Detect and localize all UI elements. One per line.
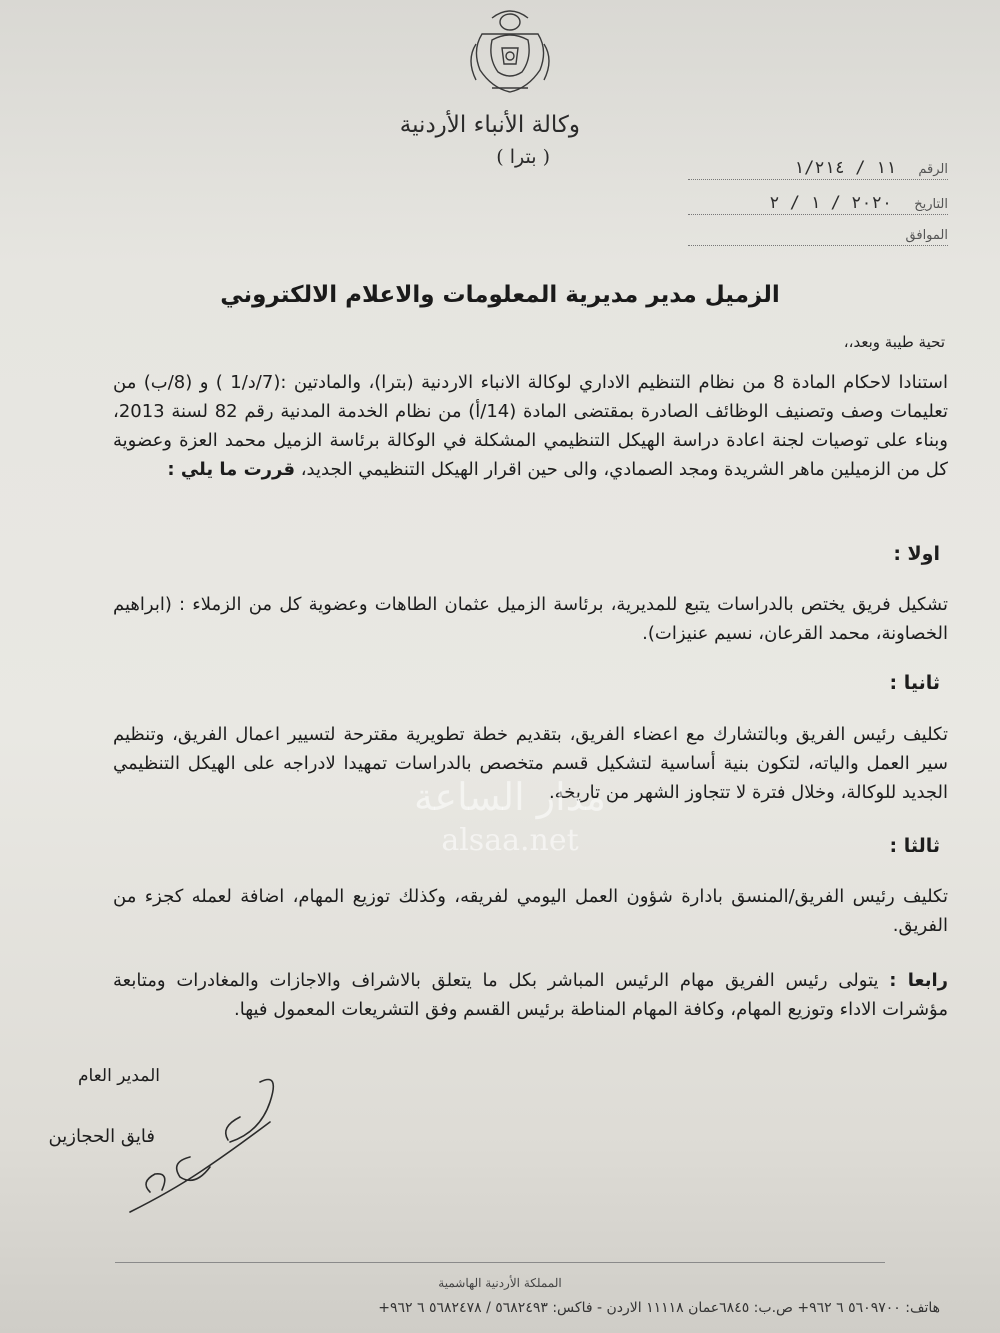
agency-abbreviation: ( بترا )	[496, 146, 550, 168]
hijri-date-label: الموافق	[905, 228, 948, 243]
section-3-text: تكليف رئيس الفريق/المنسق بادارة شؤون العمل اليومي لفريقه، وكذلك توزيع المهام، اضافة لعمله كجزء من الفريق.	[113, 886, 948, 936]
footer-contact: هاتف: ٥٦٠٩٧٠٠ ٦ ٩٦٢+ ص.ب: ٦٨٤٥عمان ١١١١٨ الاردن - فاكس: ٥٦٨٢٤٩٣ / ٥٦٨٢٤٧٨ ٦ ٩٦٢+	[378, 1300, 940, 1316]
intro-paragraph	[113, 368, 948, 484]
greeting: تحية طيبة وبعد،،	[843, 333, 945, 351]
section-2-text: تكليف رئيس الفريق وبالتشارك مع اعضاء الفريق، بتقديم خطة تطويرية مقترحة لتسيير اعمال الفريق، وتنظيم سير العمل والياته، لتكون بنية أساسية لتشكيل قسم متخصص بالدراسات تمهيدا لادراجه على الهيكل التنظيمي الجديد للوكالة، وخلال فترة لا تتجاوز الشهر من تاريخه.	[113, 724, 948, 803]
hijri-date-underline	[688, 245, 948, 246]
signatory-title: المدير العام	[78, 1066, 160, 1086]
coat-of-arms-emblem	[462, 0, 558, 98]
handwritten-signature	[110, 1062, 310, 1222]
date-underline	[688, 214, 948, 215]
footer-divider	[115, 1262, 885, 1263]
section-4-text: يتولى رئيس الفريق مهام الرئيس المباشر بكل ما يتعلق بالاشراف والاجازات والمغادرات ومتابعة مؤشرات الاداء وتوزيع المهام، وكافة المهام المناطة برئيس القسم وفق التشريعات المعمول فيها.	[113, 970, 948, 1020]
footer-country: المملكة الأردنية الهاشمية	[438, 1276, 562, 1290]
date-row	[688, 193, 948, 213]
date-value: ٢٠٢٠ / ١ / ٢	[769, 193, 893, 213]
watermark-arabic: مدار الساعة	[414, 775, 606, 819]
watermark-latin: alsaa.net	[441, 823, 579, 858]
intro-text: استنادا لاحكام المادة 8 من نظام التنظيم الاداري لوكالة الانباء الاردنية (بترا)، والمادتين :(7/د/1 ) و (8/ب) من تعليمات وصف وتصنيف الوظائف الصادرة بمقتضى المادة (14/أ) من نظام الخدمة المدنية رقم 82 لسنة 2013، وبناء على توصيات لجنة اعادة دراسة الهيكل التنظيمي المشكلة في الوكالة برئاسة الزميل محمد العزة وعضوية كل من الزميلين ماهر الشريدة ومجد الصمادي، والى حين اقرار الهيكل التنظيمي الجديد،	[113, 372, 948, 480]
agency-name: وكالة الأنباء الأردنية	[399, 112, 580, 138]
signatory-name: فايق الحجازين	[48, 1126, 155, 1147]
reference-label: الرقم	[918, 162, 948, 177]
addressee: الزميل مدير مديرية المعلومات والاعلام الالكتروني	[220, 282, 780, 308]
section-4-paragraph	[113, 966, 948, 1024]
section-4-heading: رابعا :	[889, 970, 949, 991]
reference-value: ١١ / ١/٢١٤	[793, 158, 897, 178]
section-3-heading: ثالثا :	[889, 835, 940, 857]
reference-underline	[688, 179, 948, 180]
section-1-text: تشكيل فريق يختص بالدراسات يتبع للمديرية، برئاسة الزميل عثمان الطاهات وعضوية كل من الزملاء : (ابراهيم الخصاونة، محمد القرعان، نسيم عنيزات).	[113, 594, 948, 644]
section-1-heading: اولا :	[893, 543, 940, 565]
date-label: التاريخ	[914, 197, 948, 212]
section-2-heading: ثانيا :	[889, 672, 940, 694]
hijri-date-row	[688, 224, 948, 244]
watermark	[380, 775, 640, 858]
reference-row	[688, 158, 948, 178]
intro-decision: قررت ما يلي :	[167, 459, 296, 480]
